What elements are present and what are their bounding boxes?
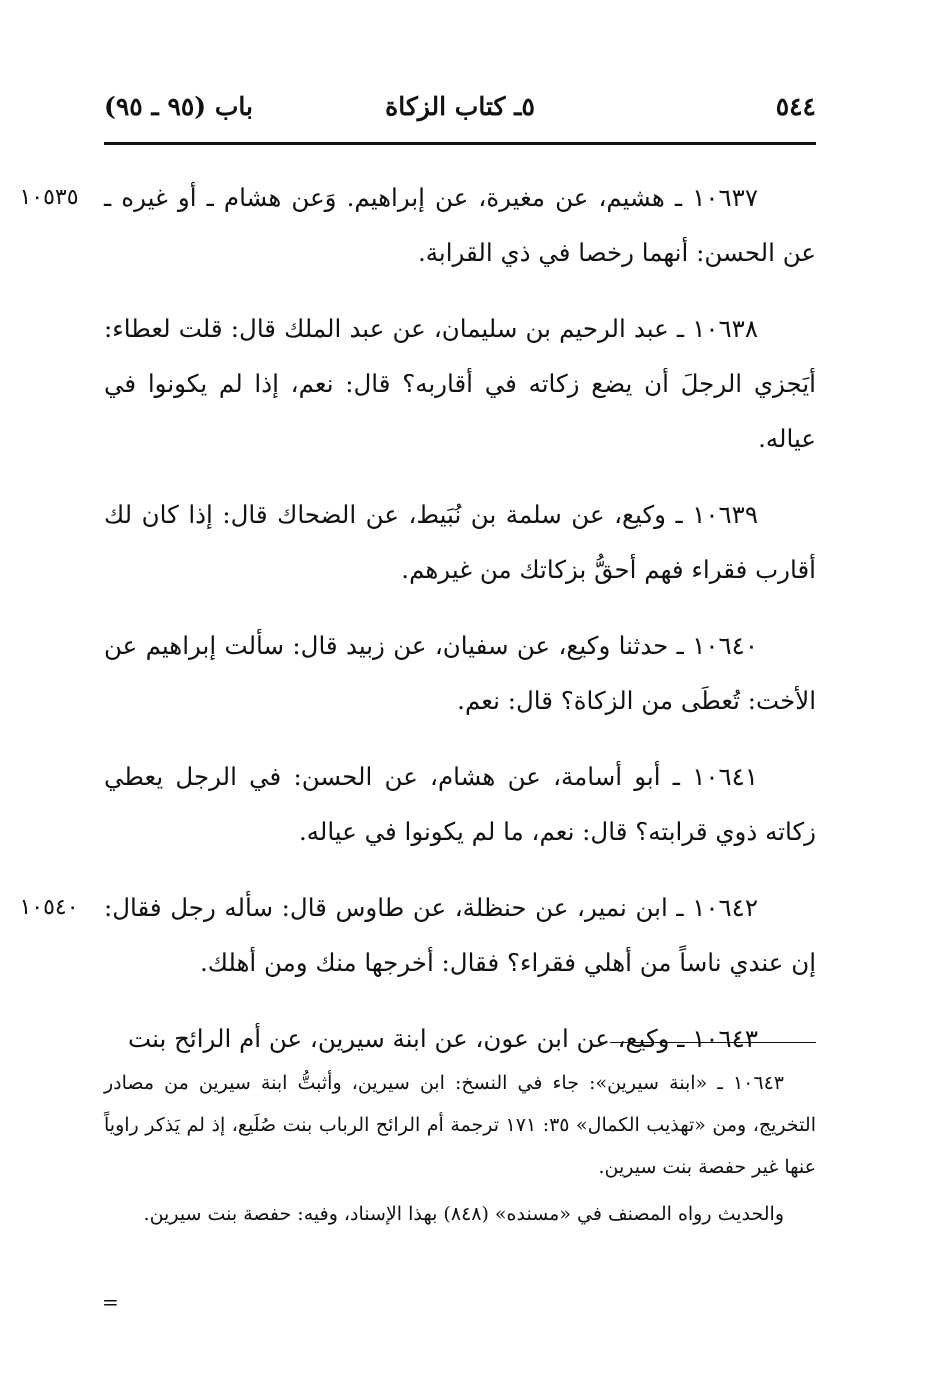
header-rule	[104, 142, 816, 145]
entry-text: ١٠٦٤٠ ـ حدثنا وكيع، عن سفيان، عن زبيد قال: سألت إبراهيم عن الأخت: تُعطَى من الزكاة؟ قال: نعم.	[104, 631, 816, 715]
entry-text: ١٠٦٤٢ ـ ابن نمير، عن حنظلة، عن طاوس قال: سأله رجل فقال: إن عندي ناساً من أهلي فقراء؟ فقال: أخرجها منك ومن أهلك.	[104, 893, 816, 977]
entry-text: ١٠٦٤١ ـ أبو أسامة، عن هشام، عن الحسن: في الرجل يعطي زكاته ذوي قرابته؟ قال: نعم، ما لم يكونوا في عياله.	[104, 762, 816, 846]
entry-text: ١٠٦٣٩ ـ وكيع، عن سلمة بن نُبَيط، عن الضحاك قال: إذا كان لك أقارب فقراء فهم أحقُّ بزكاتك من غيرهم.	[104, 500, 816, 584]
hadith-entry	[19, 170, 816, 280]
book-title: ٥ـ كتاب الزكاة	[385, 92, 535, 121]
margin-number: ١٠٥٤٠	[19, 895, 79, 920]
main-text	[19, 170, 816, 1066]
hadith-entry	[104, 749, 816, 859]
running-header	[104, 92, 816, 132]
entry-text: ١٠٦٣٨ ـ عبد الرحيم بن سليمان، عن عبد الملك قال: قلت لعطاء: أيَجزي الرجلَ أن يضع زكاته في أقاربه؟ قال: نعم، إذا لم يكونوا في عياله.	[104, 314, 816, 453]
footnotes	[104, 1062, 816, 1240]
margin-number: ١٠٥٣٥	[19, 185, 79, 210]
chapter-label: باب (٩٥ ـ ٩٥)	[104, 92, 253, 121]
entry-text: ١٠٦٣٧ ـ هشيم، عن مغيرة، عن إبراهيم. وَعن هشام ـ أو غيره ـ عن الحسن: أنهما رخصا في ذي القرابة.	[104, 183, 816, 267]
hadith-entry	[19, 880, 816, 990]
hadith-entry	[104, 487, 816, 597]
entry-text: ١٠٦٤٣ ـ وكيع، عن ابن عون، عن ابنة سيرين، عن أم الرائح بنت	[128, 1024, 758, 1053]
continuation-mark: =	[102, 1290, 119, 1314]
hadith-entry	[104, 1011, 816, 1066]
footnote: والحديث رواه المصنف في «مسنده» (٨٤٨) بهذا الإسناد، وفيه: حفصة بنت سيرين.	[143, 1203, 784, 1225]
hadith-entry	[104, 618, 816, 728]
page-number: ٥٤٤	[775, 92, 816, 121]
hadith-entry	[104, 301, 816, 466]
footnote: ١٠٦٤٣ ـ «ابنة سيرين»: جاء في النسخ: ابن سيرين، وأثبتُّ ابنة سيرين من مصادر التخريج، ومن «تهذيب الكمال» ٣٥: ١٧١ ترجمة أم الرائح الرباب بنت صُلَيع، إذ لم يَذكر راوياً عنها غير حفصة بنت سيرين.	[104, 1072, 816, 1178]
footnote-rule	[610, 1042, 816, 1043]
